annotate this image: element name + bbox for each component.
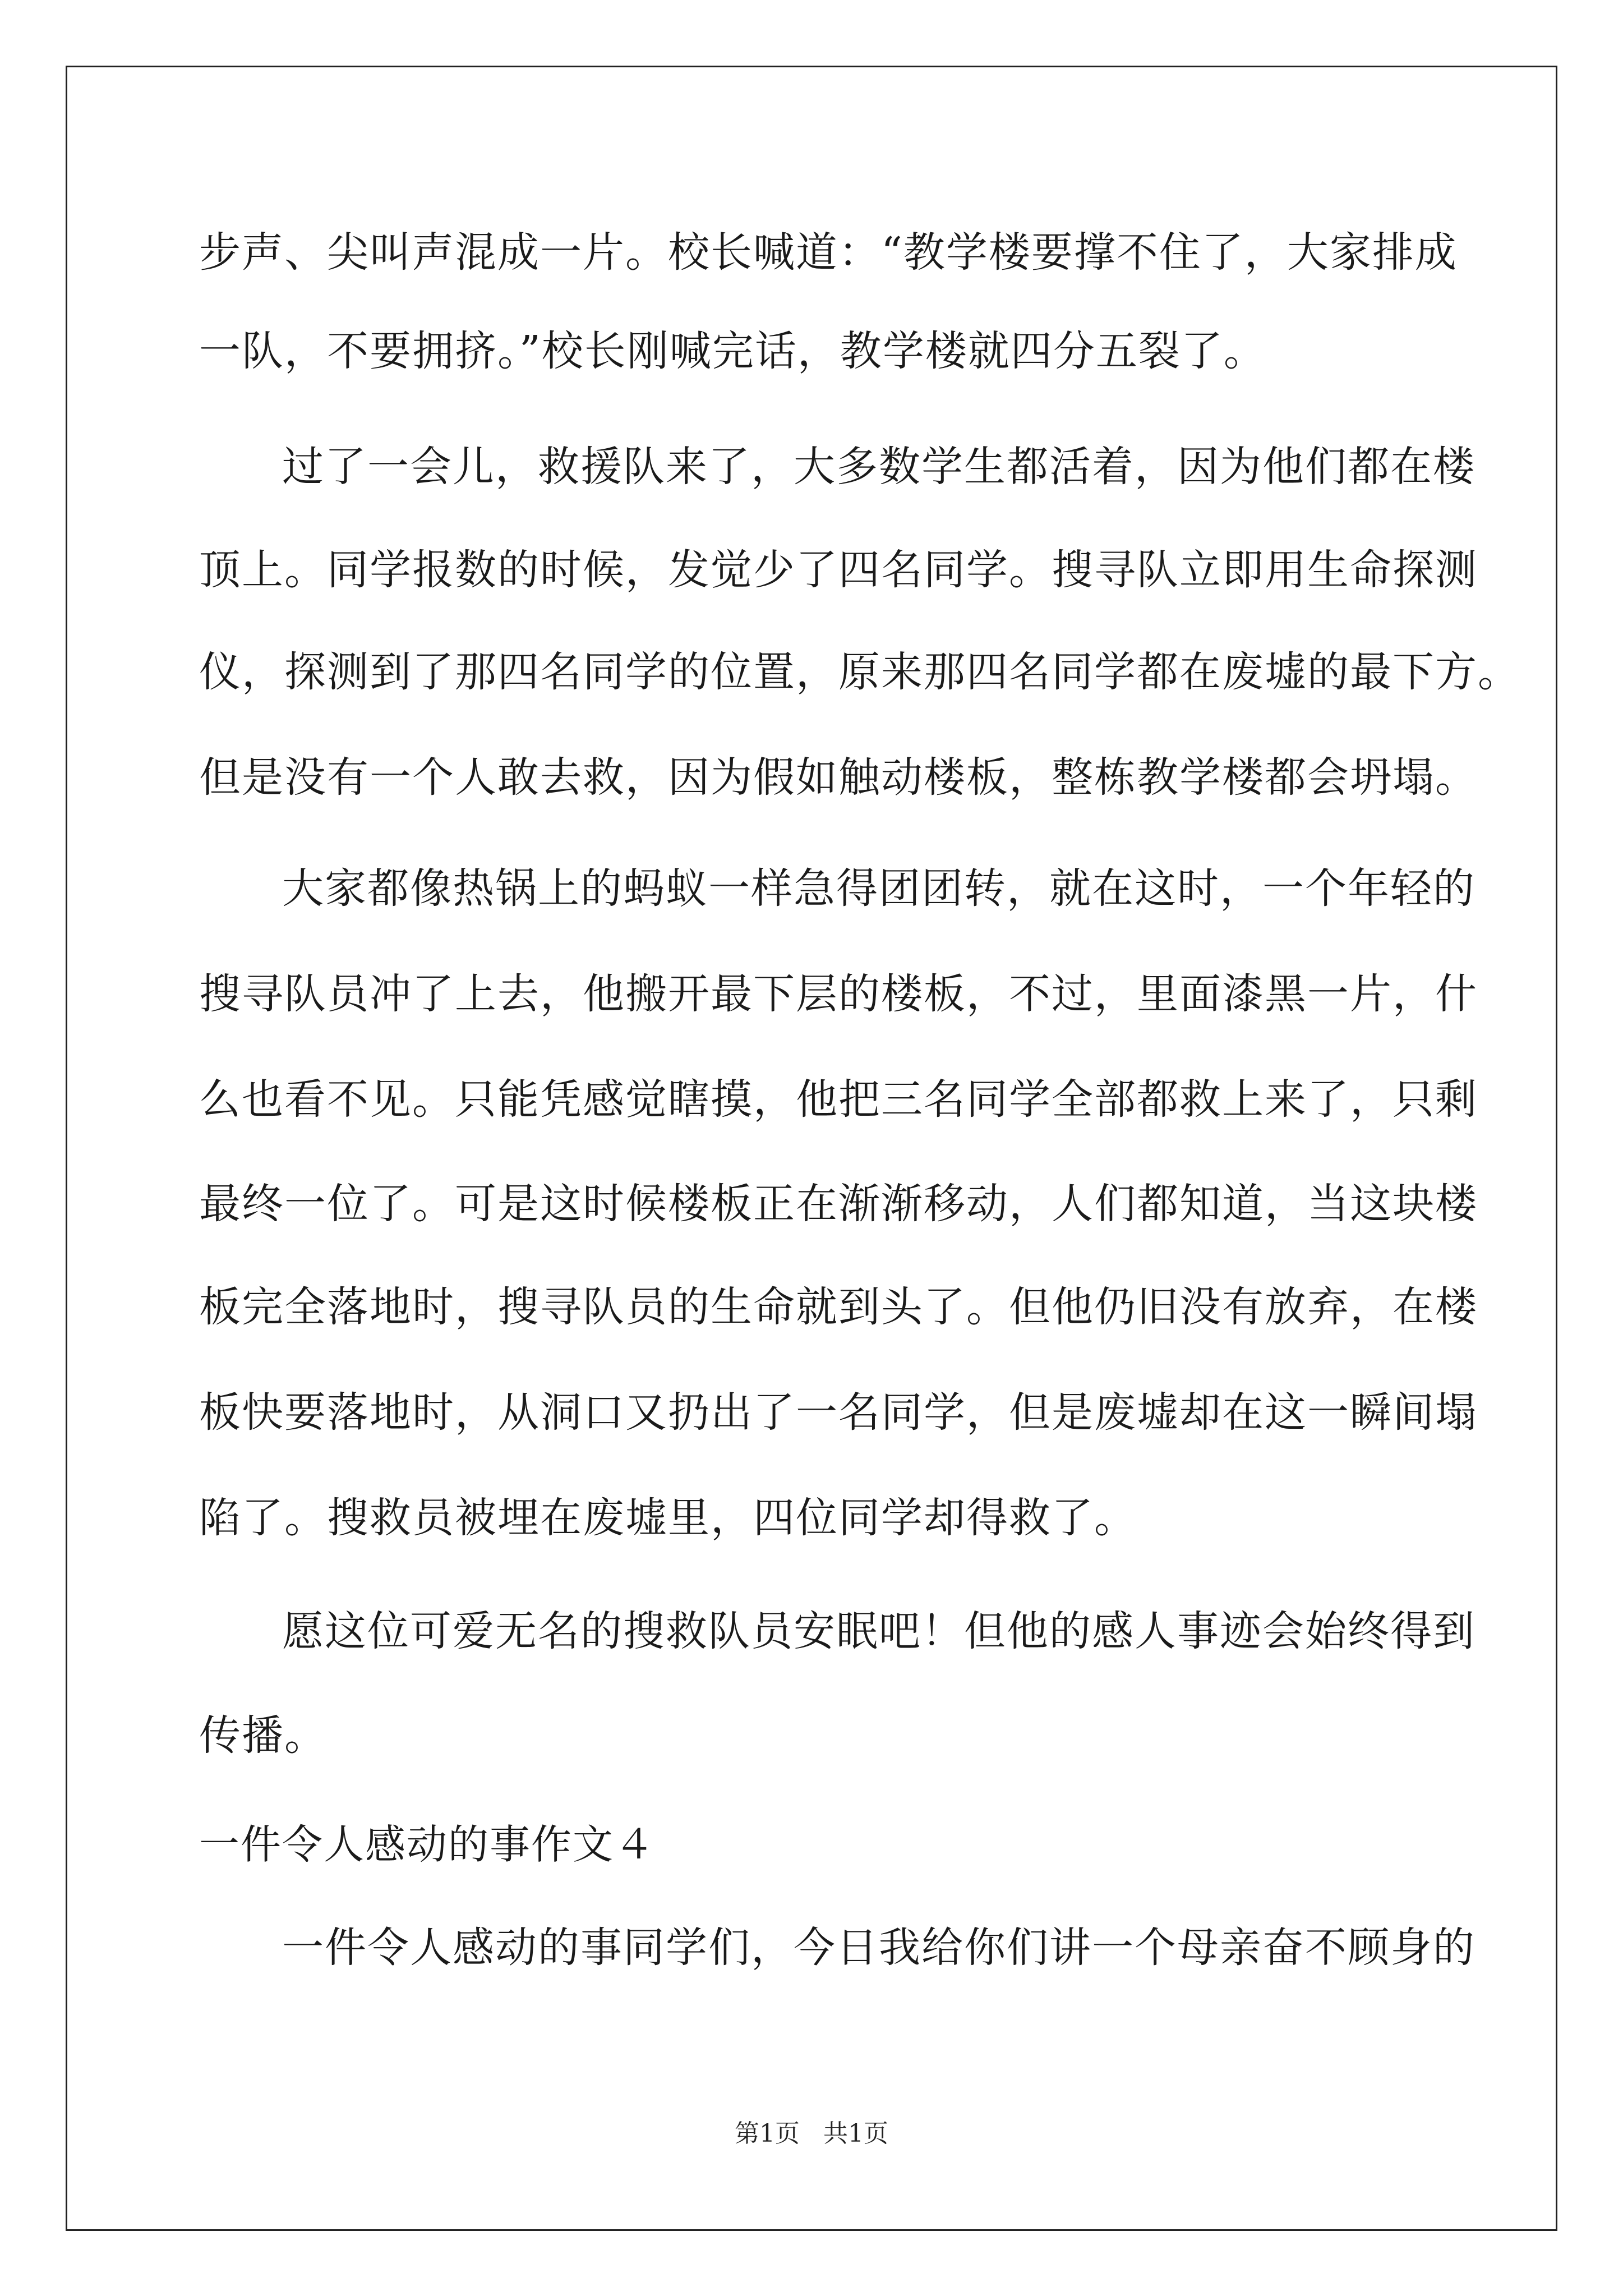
paragraph-start-line: 愿这位可爱无名的搜救队员安眠吧！但他的感人事迹会始终得到 [282, 1607, 1476, 1655]
text-line: 步声、尖叫声混成一片。校长喊道：“教学楼要撑不住了，大家排成 [199, 228, 1458, 277]
text-line: 顶上。同学报数的时候，发觉少了四名同学。搜寻队立即用生命探测 [199, 546, 1478, 594]
page-number: 第1页 [735, 2119, 800, 2148]
text-line: 传播。 [199, 1711, 327, 1760]
text-line: 最终一位了。可是这时候楼板正在渐渐移动，人们都知道，当这块楼 [199, 1180, 1478, 1228]
text-line: 但是没有一个人敢去救，因为假如触动楼板，整栋教学楼都会坍塌。 [199, 753, 1478, 802]
page-footer [0, 2117, 1623, 2151]
text-line: 么也看不见。只能凭感觉瞎摸，他把三名同学全部都救上来了，只剩 [199, 1075, 1478, 1124]
text-line: 板快要落地时，从洞口又扔出了一名同学，但是废墟却在这一瞬间塌 [199, 1388, 1478, 1437]
paragraph-start-line: 过了一会儿，救援队来了，大多数学生都活着，因为他们都在楼 [282, 443, 1476, 491]
paragraph-start-line: 一件令人感动的事同学们，今日我给你们讲一个母亲奋不顾身的 [282, 1924, 1476, 1972]
paragraph-start-line: 大家都像热锅上的蚂蚁一样急得团团转，就在这时，一个年轻的 [282, 864, 1476, 913]
page-total: 共1页 [823, 2119, 888, 2148]
text-line: 仪，探测到了那四名同学的位置，原来那四名同学都在废墟的最下方。 [199, 648, 1520, 696]
text-line: 一队，不要拥挤。”校长刚喊完话，教学楼就四分五裂了。 [199, 327, 1266, 375]
page-border [66, 66, 1557, 2231]
text-line: 板完全落地时，搜寻队员的生命就到头了。但他仍旧没有放弃，在楼 [199, 1283, 1478, 1331]
section-heading: 一件令人感动的事作文４ [199, 1821, 656, 1868]
text-line: 搜寻队员冲了上去，他搬开最下层的楼板，不过，里面漆黑一片，什 [199, 970, 1478, 1018]
text-line: 陷了。搜救员被埋在废墟里，四位同学却得救了。 [199, 1494, 1137, 1542]
